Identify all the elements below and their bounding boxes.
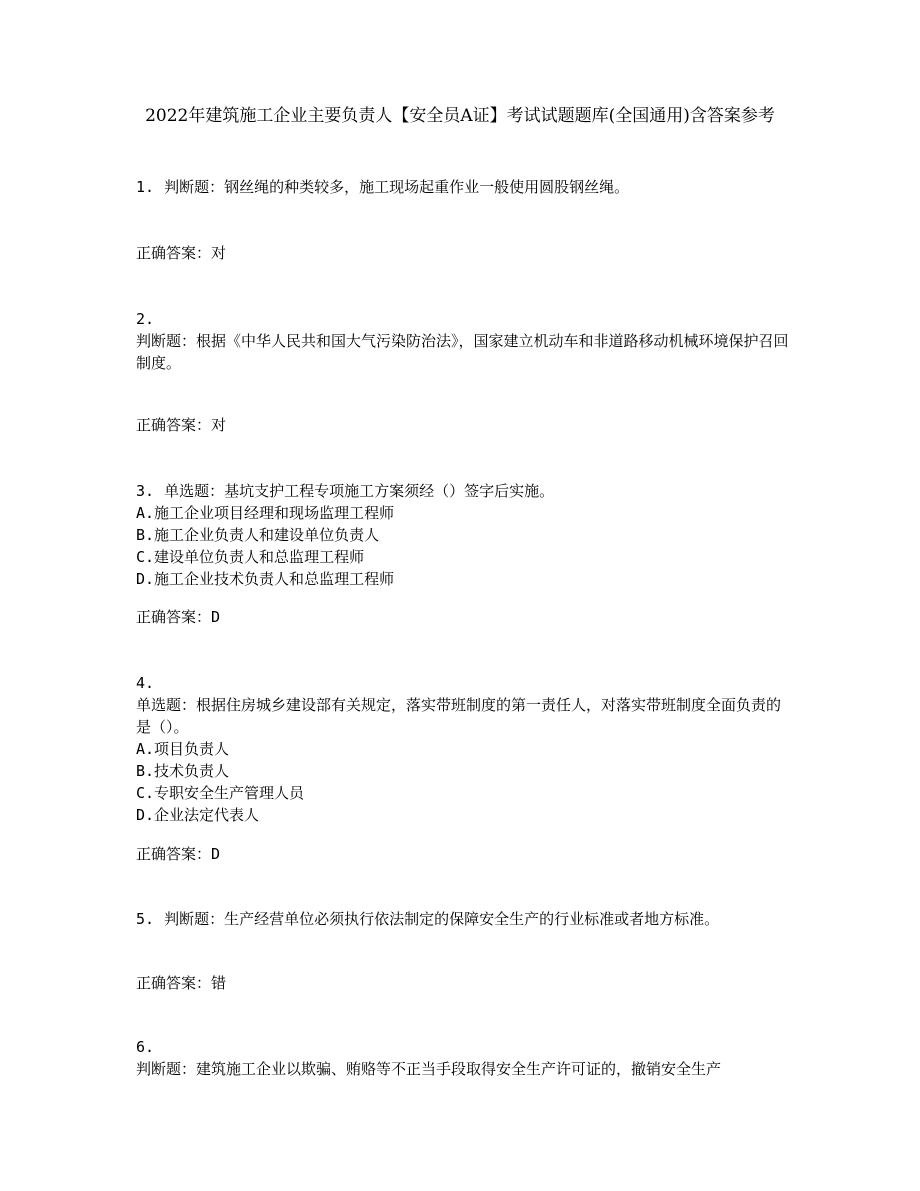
answer-1 — [136, 242, 796, 264]
option-d: D.施工企业技术负责人和总监理工程师 — [136, 570, 395, 588]
question-type: 判断题： — [164, 910, 225, 928]
question-number: 5. — [136, 910, 155, 928]
question-1 — [136, 176, 796, 198]
answer-3 — [136, 606, 796, 628]
question-5 — [136, 908, 796, 930]
answer-value: 对 — [211, 416, 227, 434]
question-text: 根据住房城乡建设部有关规定，落实带班制度的第一责任人，对落实带班制度全面负责的是（）。 — [136, 696, 782, 736]
question-type: 单选题： — [136, 696, 197, 714]
option-b: B.施工企业负责人和建设单位负责人 — [136, 526, 380, 544]
question-text: 基坑支护工程专项施工方案须经（）签字后实施。 — [224, 482, 555, 500]
question-type: 判断题： — [136, 1060, 197, 1078]
question-1-stem — [136, 176, 796, 198]
question-5-stem — [136, 908, 796, 930]
answer-label: 正确答案： — [136, 608, 212, 626]
answer-value: 对 — [211, 244, 227, 262]
question-number: 6. — [136, 1038, 155, 1056]
option-b: B.技术负责人 — [136, 762, 230, 780]
answer-4 — [136, 843, 796, 865]
question-text: 生产经营单位必须执行依法制定的保障安全生产的行业标准或者地方标准。 — [224, 910, 720, 928]
question-2-stem — [136, 330, 796, 374]
option-a: A.项目负责人 — [136, 740, 230, 758]
question-3 — [136, 480, 796, 590]
question-text: 建筑施工企业以欺骗、贿赂等不正当手段取得安全生产许可证的，撤销安全生产 — [196, 1060, 722, 1078]
question-6-stem — [136, 1058, 796, 1080]
question-text: 根据《中华人民共和国大气污染防治法》，国家建立机动车和非道路移动机械环境保护召回制度。 — [136, 332, 789, 372]
question-type: 单选题： — [164, 482, 225, 500]
answer-5 — [136, 972, 796, 994]
question-number: 3. — [136, 482, 155, 500]
question-type: 判断题： — [164, 178, 225, 196]
answer-value: 错 — [211, 974, 227, 992]
option-d: D.企业法定代表人 — [136, 806, 260, 824]
question-text: 钢丝绳的种类较多，施工现场起重作业一般使用圆股钢丝绳。 — [224, 178, 630, 196]
document-title: 2022年建筑施工企业主要负责人【安全员A证】考试试题题库(全国通用)含答案参考 — [145, 106, 775, 126]
question-6 — [136, 1036, 796, 1080]
question-type: 判断题： — [136, 332, 197, 350]
question-number: 2. — [136, 310, 155, 328]
option-a: A.施工企业项目经理和现场监理工程师 — [136, 504, 395, 522]
answer-2 — [136, 414, 796, 436]
question-2 — [136, 308, 796, 374]
option-c: C.建设单位负责人和总监理工程师 — [136, 548, 365, 566]
answer-label: 正确答案： — [136, 974, 212, 992]
question-number: 1. — [136, 178, 155, 196]
question-4-stem — [136, 694, 796, 738]
question-number: 4. — [136, 674, 155, 692]
answer-label: 正确答案： — [136, 244, 212, 262]
answer-label: 正确答案： — [136, 845, 212, 863]
answer-label: 正确答案： — [136, 416, 212, 434]
answer-value: D — [211, 845, 221, 863]
option-c: C.专职安全生产管理人员 — [136, 784, 305, 802]
question-3-stem — [136, 480, 796, 502]
answer-value: D — [211, 608, 221, 626]
question-4 — [136, 672, 796, 826]
